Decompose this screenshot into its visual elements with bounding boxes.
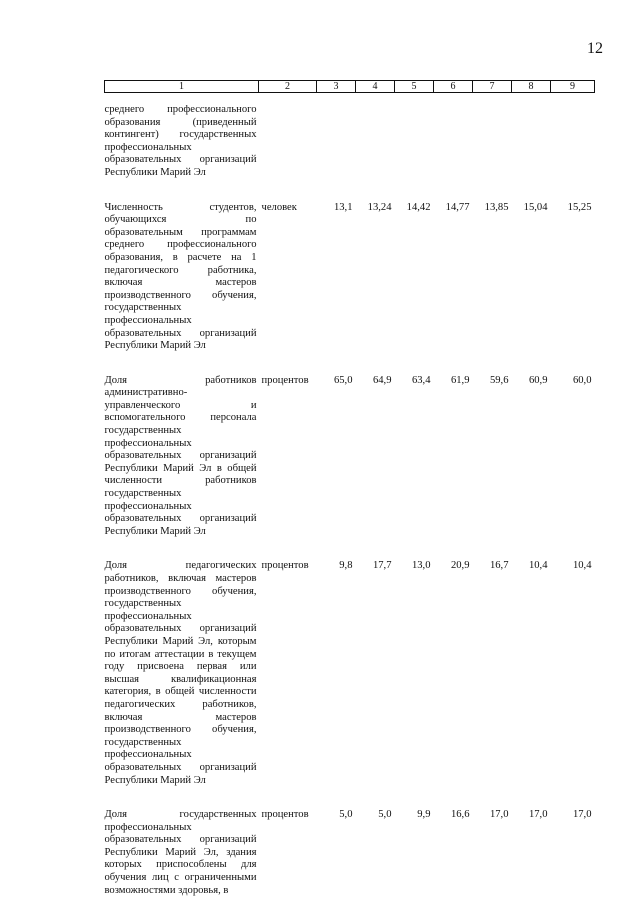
indicator-value: 64,9 bbox=[372, 374, 392, 386]
indicator-value: 10,4 bbox=[572, 560, 592, 572]
column-header-6: 6 bbox=[434, 81, 473, 93]
indicator-description: Доля работников административно-управленческого и вспомогательного персонала государственных профессиональных образовательных организаций Республики Марий Эл в общей численности работников государственных профессиональных образовательных организаций Республики Марий Эл bbox=[104, 374, 257, 537]
indicator-value bbox=[512, 93, 551, 180]
indicator-value bbox=[551, 93, 595, 180]
indicator-value: 14,42 bbox=[406, 201, 431, 213]
indicator-value: 63,4 bbox=[411, 374, 431, 386]
indicator-value: 15,25 bbox=[567, 201, 592, 213]
indicator-value: 16,7 bbox=[489, 560, 509, 572]
indicator-value: 17,7 bbox=[372, 560, 392, 572]
indicator-unit: человек bbox=[261, 201, 297, 213]
indicator-value: 61,9 bbox=[450, 374, 470, 386]
indicator-unit bbox=[259, 93, 317, 180]
indicator-value: 5,0 bbox=[339, 809, 353, 821]
table-row bbox=[105, 180, 595, 353]
indicator-value: 60,9 bbox=[528, 374, 548, 386]
indicator-value: 10,4 bbox=[528, 560, 548, 572]
column-header-7: 7 bbox=[473, 81, 512, 93]
indicator-description: Численность студентов, обучающихся по образовательным программам среднего профессионального образования, в расчете на 1 педагогического работника, включая мастеров производственного обучения, государственных профессиональных образовательных организаций Республики Марий Эл bbox=[104, 201, 257, 352]
indicator-value: 17,0 bbox=[528, 809, 548, 821]
table-row bbox=[105, 353, 595, 539]
column-header-3: 3 bbox=[317, 81, 356, 93]
indicator-description: среднего профессионального образования (приведенный контингент) государственных профессиональных образовательных организаций Республики Марий Эл bbox=[104, 104, 257, 178]
indicator-value: 13,85 bbox=[484, 201, 509, 213]
indicator-value bbox=[317, 93, 356, 180]
page-number: 12 bbox=[587, 40, 603, 57]
table-row bbox=[105, 93, 595, 180]
indicator-description: Доля государственных профессиональных образовательных организаций Республики Марий Эл, здания которых приспособлены для обучения лиц с ограниченными возможностями здоровья, в bbox=[104, 809, 257, 896]
indicator-value: 60,0 bbox=[572, 374, 592, 386]
indicator-value: 65,0 bbox=[333, 374, 353, 386]
indicator-value: 9,8 bbox=[339, 560, 353, 572]
table-row bbox=[105, 787, 595, 897]
table-body bbox=[105, 93, 595, 898]
indicator-value: 13,1 bbox=[333, 201, 353, 213]
indicator-value: 15,04 bbox=[523, 201, 548, 213]
indicator-unit: процентов bbox=[261, 374, 309, 386]
indicator-unit: процентов bbox=[261, 809, 309, 821]
indicator-value: 14,77 bbox=[445, 201, 470, 213]
indicator-value: 17,0 bbox=[489, 809, 509, 821]
indicator-value: 20,9 bbox=[450, 560, 470, 572]
indicator-value: 13,24 bbox=[367, 201, 392, 213]
indicator-value: 9,9 bbox=[417, 809, 431, 821]
indicator-value: 17,0 bbox=[572, 809, 592, 821]
column-header-1: 1 bbox=[105, 81, 259, 93]
indicator-value bbox=[473, 93, 512, 180]
column-header-4: 4 bbox=[356, 81, 395, 93]
indicator-value bbox=[434, 93, 473, 180]
indicator-unit: процентов bbox=[261, 560, 309, 572]
indicator-value: 16,6 bbox=[450, 809, 470, 821]
column-header-8: 8 bbox=[512, 81, 551, 93]
indicator-value bbox=[395, 93, 434, 180]
table-row bbox=[105, 538, 595, 787]
indicator-value: 59,6 bbox=[489, 374, 509, 386]
indicator-value: 5,0 bbox=[378, 809, 392, 821]
column-header-5: 5 bbox=[395, 81, 434, 93]
header-row bbox=[105, 81, 595, 93]
indicator-description: Доля педагогических работников, включая мастеров производственного обучения, государственных профессиональных образовательных организаций Республики Марий Эл, которым по итогам аттестации в текущем году присвоена первая или высшая квалификационная категория, в общей численности педагогических работников, включая мастеров производственного обучения, государственных профессиональных образовательных организаций Республики Марий Эл bbox=[104, 560, 257, 786]
indicator-value bbox=[356, 93, 395, 180]
column-header-2: 2 bbox=[259, 81, 317, 93]
column-header-9: 9 bbox=[551, 81, 595, 93]
table-header bbox=[105, 81, 595, 93]
indicators-table bbox=[104, 80, 595, 897]
indicator-value: 13,0 bbox=[411, 560, 431, 572]
